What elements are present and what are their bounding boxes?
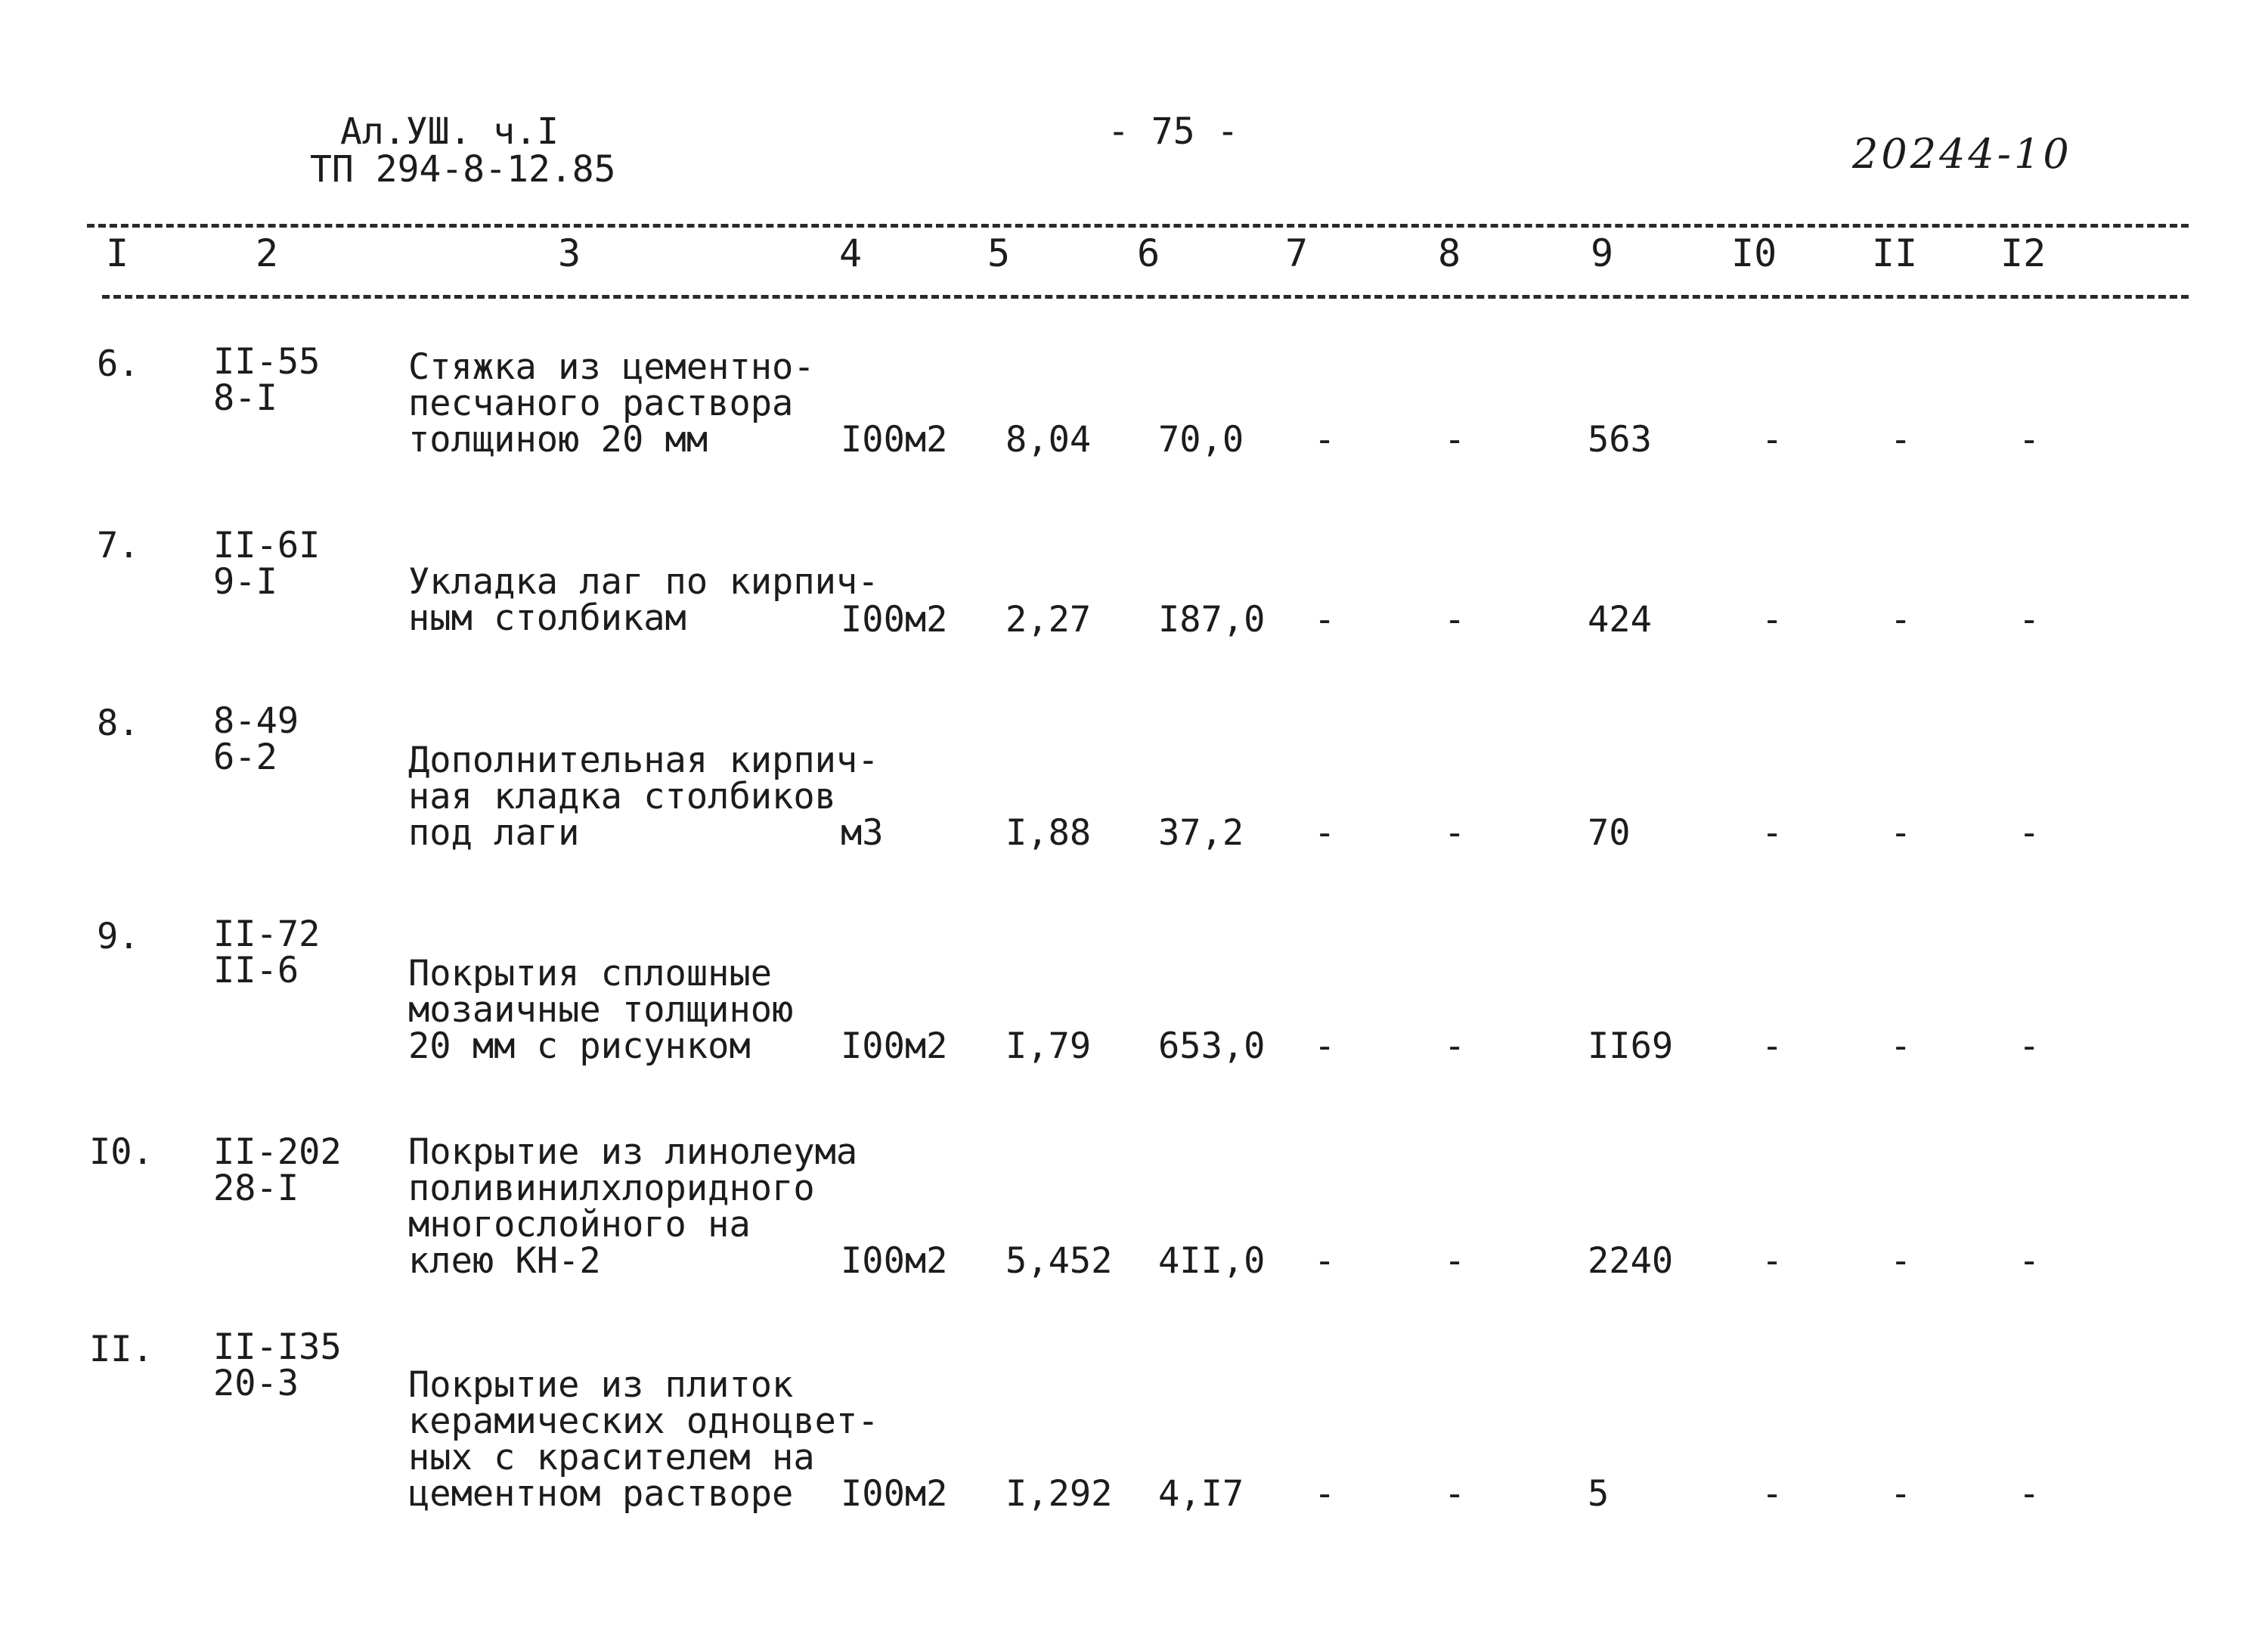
page-number: - 75 - xyxy=(1108,110,1239,153)
description-line: песчаного раствора xyxy=(408,383,794,424)
norm-code-line: II-I35 xyxy=(213,1326,342,1368)
value-col-7: - xyxy=(1314,1025,1336,1067)
value-col-8: - xyxy=(1444,1473,1466,1515)
column-header-2: 2 xyxy=(256,231,279,275)
value-col-7: - xyxy=(1314,812,1336,854)
column-header-6: 6 xyxy=(1137,231,1160,275)
value-col-12: - xyxy=(2019,1473,2040,1515)
value-col-11: - xyxy=(1890,1473,1912,1515)
value-col-6: 70,0 xyxy=(1158,419,1244,461)
value-col-12: - xyxy=(2019,599,2040,641)
quantity: 8,04 xyxy=(1005,419,1092,461)
top-rule xyxy=(87,224,2189,228)
norm-code xyxy=(213,700,299,778)
description-line: клею КН-2 xyxy=(408,1240,601,1282)
column-header-4: 4 xyxy=(839,231,863,275)
unit-of-measure: I00м2 xyxy=(841,419,948,461)
work-description xyxy=(408,953,794,1067)
description-line: поливинилхлоридного xyxy=(408,1168,815,1209)
work-description xyxy=(408,346,815,461)
description-line: под лаги xyxy=(408,812,580,854)
value-col-11: - xyxy=(1890,599,1912,641)
norm-code-line: II-6I xyxy=(213,525,321,566)
value-col-7: - xyxy=(1314,599,1336,641)
quantity: I,88 xyxy=(1005,812,1092,854)
value-col-9: 2240 xyxy=(1588,1240,1674,1282)
quantity: I,292 xyxy=(1005,1473,1113,1515)
column-header-12: I2 xyxy=(2000,231,2046,275)
norm-code-line: 8-I xyxy=(213,377,277,419)
value-col-8: - xyxy=(1444,812,1466,854)
norm-code xyxy=(213,914,321,991)
value-col-6: 653,0 xyxy=(1158,1025,1266,1067)
value-col-7: - xyxy=(1314,1473,1336,1515)
value-col-12: - xyxy=(2019,1025,2040,1067)
column-header-10: I0 xyxy=(1731,231,1777,275)
header-bottom-rule xyxy=(102,295,2189,299)
norm-code-line: II-72 xyxy=(213,914,321,955)
unit-of-measure: I00м2 xyxy=(841,1025,948,1067)
norm-code xyxy=(213,525,321,603)
value-col-10: - xyxy=(1761,419,1783,461)
norm-code-line: 9-I xyxy=(213,561,277,603)
description-line: Покрытия сплошные xyxy=(408,953,773,994)
row-number: 9. xyxy=(97,916,140,957)
row-number: 7. xyxy=(97,525,140,566)
value-col-11: - xyxy=(1890,812,1912,854)
value-col-12: - xyxy=(2019,1240,2040,1282)
norm-code xyxy=(213,1131,342,1209)
value-col-10: - xyxy=(1761,1240,1783,1282)
column-header-11: II xyxy=(1872,231,1918,275)
unit-of-measure: I00м2 xyxy=(841,1240,948,1282)
value-col-10: - xyxy=(1761,1473,1783,1515)
value-col-6: I87,0 xyxy=(1158,599,1266,641)
description-line: Стяжка из цементно- xyxy=(408,346,815,388)
description-line: керамических одноцвет- xyxy=(408,1401,879,1442)
work-description xyxy=(408,1131,858,1282)
quantity: 2,27 xyxy=(1005,599,1092,641)
unit-of-measure: I00м2 xyxy=(841,599,948,641)
project-code: ТП 294-8-12.85 xyxy=(310,148,616,191)
value-col-8: - xyxy=(1444,419,1466,461)
unit-of-measure: I00м2 xyxy=(841,1473,948,1515)
value-col-8: - xyxy=(1444,599,1466,641)
quantity: I,79 xyxy=(1005,1025,1092,1067)
norm-code-line: 28-I xyxy=(213,1168,299,1209)
value-col-8: - xyxy=(1444,1025,1466,1067)
column-header-5: 5 xyxy=(987,231,1011,275)
description-line: цементном растворе xyxy=(408,1473,794,1515)
value-col-9: 563 xyxy=(1588,419,1652,461)
description-line: Укладка лаг по кирпич- xyxy=(408,561,879,603)
value-col-6: 37,2 xyxy=(1158,812,1244,854)
description-line: многослойного на xyxy=(408,1204,751,1245)
column-header-8: 8 xyxy=(1438,231,1461,275)
description-line: 20 мм с рисунком xyxy=(408,1025,751,1067)
norm-code xyxy=(213,1326,342,1404)
norm-code-line: 20-3 xyxy=(213,1363,299,1404)
work-description xyxy=(408,740,879,854)
row-number: 6. xyxy=(97,343,140,385)
value-col-12: - xyxy=(2019,419,2040,461)
value-col-6: 4,I7 xyxy=(1158,1473,1244,1515)
norm-code-line: 8-49 xyxy=(213,700,299,742)
description-line: Покрытие из линолеума xyxy=(408,1131,858,1173)
column-header-7: 7 xyxy=(1285,231,1309,275)
value-col-12: - xyxy=(2019,812,2040,854)
value-col-9: II69 xyxy=(1588,1025,1674,1067)
row-number: I0. xyxy=(89,1131,153,1173)
handwritten-doc-code: 20244-10 xyxy=(1852,130,2072,178)
unit-of-measure: м3 xyxy=(841,812,884,854)
norm-code-line: II-6 xyxy=(213,950,299,991)
value-col-10: - xyxy=(1761,599,1783,641)
value-col-9: 70 xyxy=(1588,812,1631,854)
value-col-8: - xyxy=(1444,1240,1466,1282)
album-reference: Ал.УШ. ч.I xyxy=(340,110,559,153)
value-col-9: 424 xyxy=(1588,599,1652,641)
work-description xyxy=(408,1364,879,1515)
quantity: 5,452 xyxy=(1005,1240,1113,1282)
value-col-9: 5 xyxy=(1588,1473,1610,1515)
value-col-11: - xyxy=(1890,419,1912,461)
norm-code-line: 6-2 xyxy=(213,737,277,778)
column-header-1: I xyxy=(106,231,129,275)
value-col-10: - xyxy=(1761,1025,1783,1067)
value-col-10: - xyxy=(1761,812,1783,854)
description-line: Покрытие из плиток xyxy=(408,1364,794,1406)
row-number: II. xyxy=(89,1329,153,1370)
value-col-7: - xyxy=(1314,1240,1336,1282)
value-col-7: - xyxy=(1314,419,1336,461)
norm-code xyxy=(213,341,321,419)
description-line: ных с красителем на xyxy=(408,1437,815,1478)
work-description xyxy=(408,561,879,639)
value-col-11: - xyxy=(1890,1240,1912,1282)
norm-code-line: II-55 xyxy=(213,341,321,383)
description-line: ным столбикам xyxy=(408,597,686,639)
description-line: ная кладка столбиков xyxy=(408,776,836,817)
description-line: мозаичные толщиною xyxy=(408,989,794,1031)
description-line: толщиною 20 мм xyxy=(408,419,708,461)
column-header-3: 3 xyxy=(558,231,581,275)
value-col-11: - xyxy=(1890,1025,1912,1067)
column-header-9: 9 xyxy=(1591,231,1614,275)
row-number: 8. xyxy=(97,703,140,744)
value-col-6: 4II,0 xyxy=(1158,1240,1266,1282)
norm-code-line: II-202 xyxy=(213,1131,342,1173)
description-line: Дополнительная кирпич- xyxy=(408,740,879,781)
